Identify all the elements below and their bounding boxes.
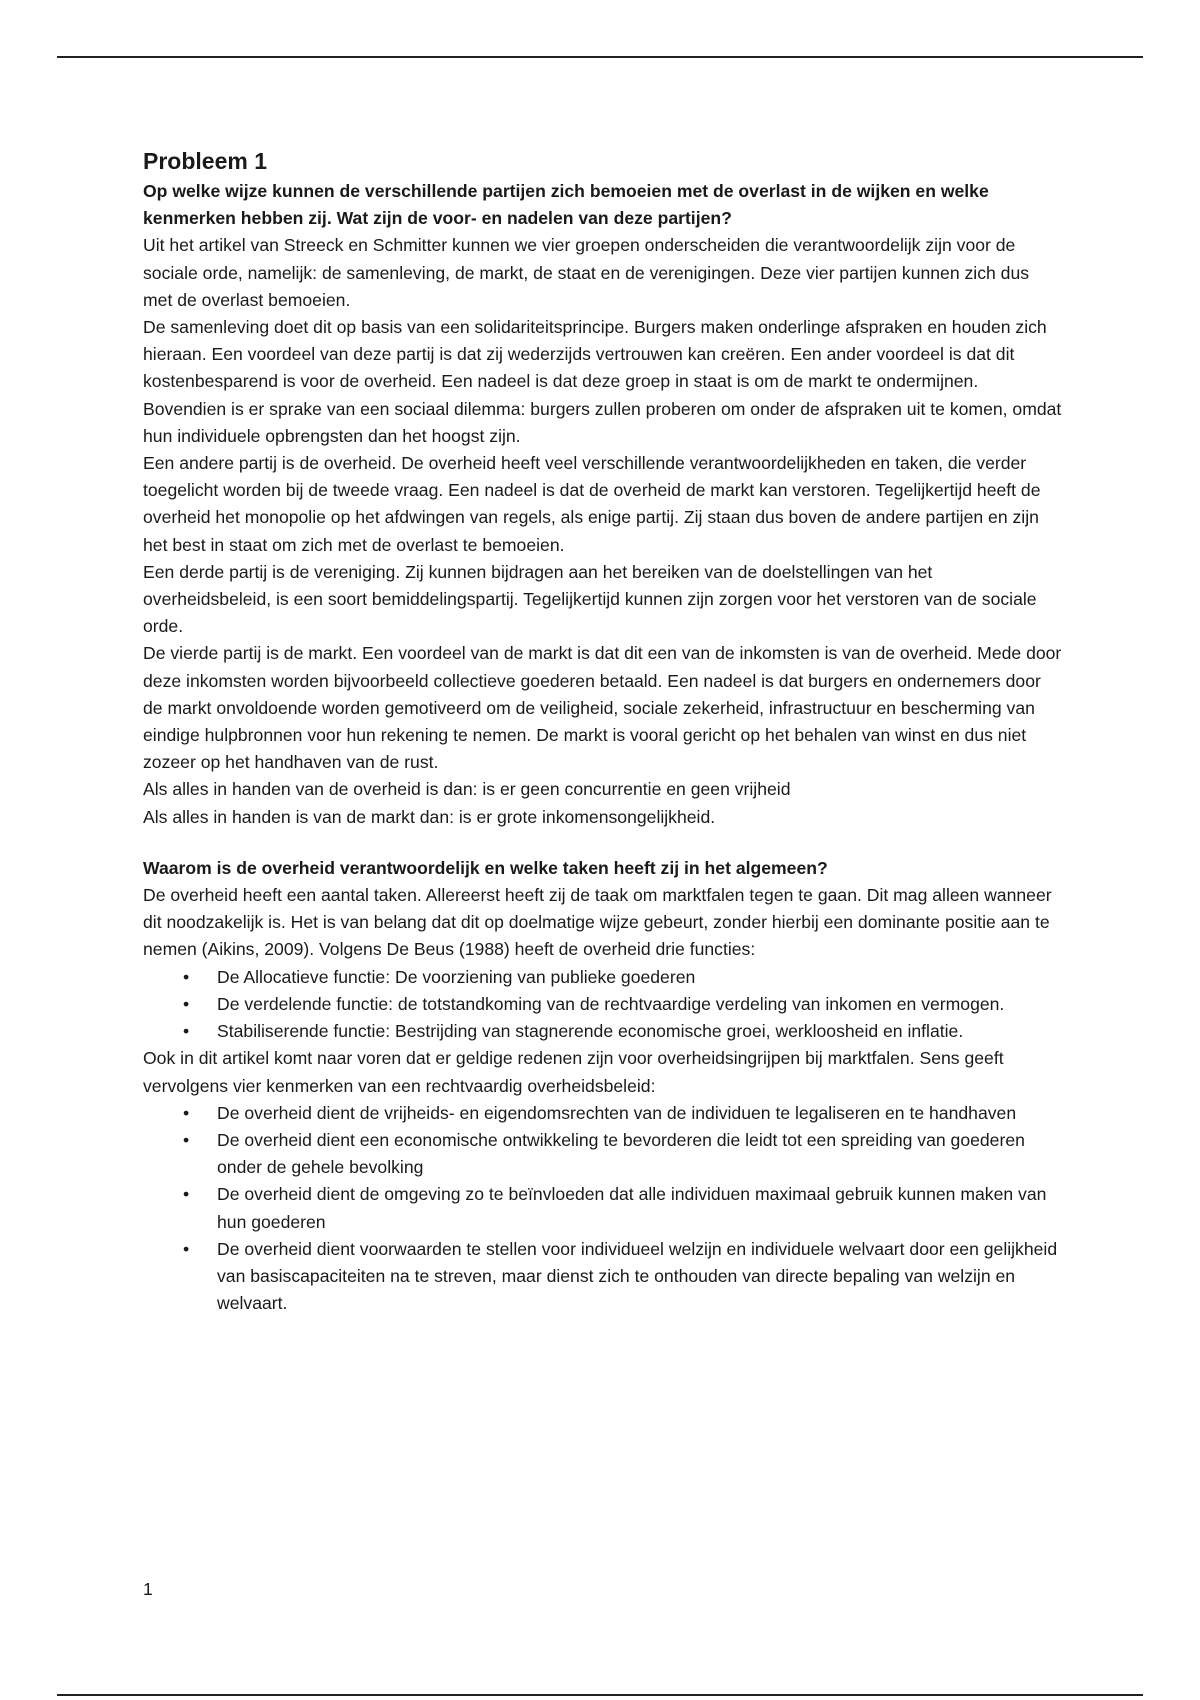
list-item: • De overheid dient voorwaarden te stellen voor individueel welzijn en individuele welvaart door een gelijkheid van basiscapaciteiten na te streven, maar dienst zich te onthouden van directe bepaling van welzijn en welvaart. (143, 1236, 1063, 1318)
paragraph-markt: De vierde partij is de markt. Een voordeel van de markt is dat dit een van de inkomsten is van de overheid. Mede door deze inkomsten worden bijvoorbeeld collectieve goederen betaald. Een nadeel is dat burgers en ondernemers door de markt onvoldoende worden gemotiveerd om de veiligheid, sociale zekerheid, infrastructuur en bescherming van eindige hulpbronnen voor hun rekening te nemen. De markt is vooral gericht op het behalen van winst en dus niet zozeer op het handhaven van de rust. (143, 643, 1062, 773)
header-rule (57, 56, 1143, 58)
functions-list (143, 964, 1063, 1046)
list-item: • De overheid dient een economische ontwikkeling te bevorderen die leidt tot een spreiding van goederen onder de gehele bevolking (143, 1127, 1063, 1181)
footer-rule (57, 1694, 1143, 1696)
page-number: 1 (143, 1579, 153, 1599)
list-item: • De verdelende functie: de totstandkoming van de rechtvaardige verdeling van inkomen en vermogen. (143, 991, 1063, 1018)
list-item: • De overheid dient de vrijheids- en eigendomsrechten van de individuen te legaliseren en te handhaven (143, 1100, 1063, 1127)
document-title: Probleem 1 (143, 148, 267, 174)
document-body (143, 145, 1063, 1317)
question-2: Waarom is de overheid verantwoordelijk en welke taken heeft zij in het algemeen? (143, 857, 828, 878)
list-item: • De Allocatieve functie: De voorziening van publieke goederen (143, 964, 1063, 991)
paragraph-overheid: Een andere partij is de overheid. De overheid heeft veel verschillende verantwoordelijkheden en taken, die verder toegelicht worden bij de tweede vraag. Een nadeel is dat de overheid de markt kan verstoren. Tegelijkertijd heeft de overheid het monopolie op het afdwingen van regels, als enige partij. Zij staan dus boven de andere partijen en zijn het best in staat om zich met de overlast te bemoeien. (143, 453, 1041, 555)
features-list (143, 1100, 1063, 1318)
paragraph-taken: De overheid heeft een aantal taken. Allereerst heeft zij de taak om marktfalen tegen te gaan. Dit mag alleen wanneer dit noodzakelijk is. Het is van belang dat dit op doelmatige wijze gebeurt, zonder hierbij een dominante positie aan te nemen (Aikins, 2009). Volgens De Beus (1988) heeft de overheid drie functies: (143, 885, 1052, 960)
paragraph-parties-intro: Uit het artikel van Streeck en Schmitter kunnen we vier groepen onderscheiden die verantwoordelijk zijn voor de sociale orde, namelijk: de samenleving, de markt, de staat en de verenigingen. Deze vier partijen kunnen zich dus met de overlast bemoeien. (143, 235, 1030, 310)
paragraph-gap (143, 831, 1063, 855)
paragraph-samenleving: De samenleving doet dit op basis van een solidariteitsprincipe. Burgers maken onderlinge afspraken en houden zich hieraan. Een voordeel van deze partij is dat zij wederzijds vertrouwen kan creëren. Een ander voordeel is dat dit kostenbesparend is voor de overheid. Een nadeel is dat deze groep in staat is om de markt te ondermijnen. Bovendien is er sprake van een sociaal dilemma: burgers zullen proberen om onder de afspraken uit te komen, omdat hun individuele opbrengsten dan het hoogst zijn. (143, 317, 1062, 446)
question-1: Op welke wijze kunnen de verschillende partijen zich bemoeien met de overlast in de wijken en welke kenmerken hebben zij. Wat zijn de voor- en nadelen van deze partijen? (143, 181, 989, 229)
paragraph-sens: Ook in dit artikel komt naar voren dat er geldige redenen zijn voor overheidsingrijpen bij marktfalen. Sens geeft vervolgens vier kenmerken van een rechtvaardig overheidsbeleid: (143, 1048, 1004, 1096)
paragraph-vereniging: Een derde partij is de vereniging. Zij kunnen bijdragen aan het bereiken van de doelstellingen van het overheidsbeleid, is een soort bemiddelingspartij. Tegelijkertijd kunnen zijn zorgen voor het verstoren van de sociale orde. (143, 561, 1037, 637)
paragraph-overheid-conclusion: Als alles in handen van de overheid is dan: is er geen concurrentie en geen vrijheid (143, 779, 791, 800)
list-item: • De overheid dient de omgeving zo te beïnvloeden dat alle individuen maximaal gebruik kunnen maken van hun goederen (143, 1181, 1063, 1235)
list-item: • Stabiliserende functie: Bestrijding van stagnerende economische groei, werkloosheid en inflatie. (143, 1018, 1063, 1045)
paragraph-markt-conclusion: Als alles in handen is van de markt dan: is er grote inkomensongelijkheid. (143, 806, 716, 827)
